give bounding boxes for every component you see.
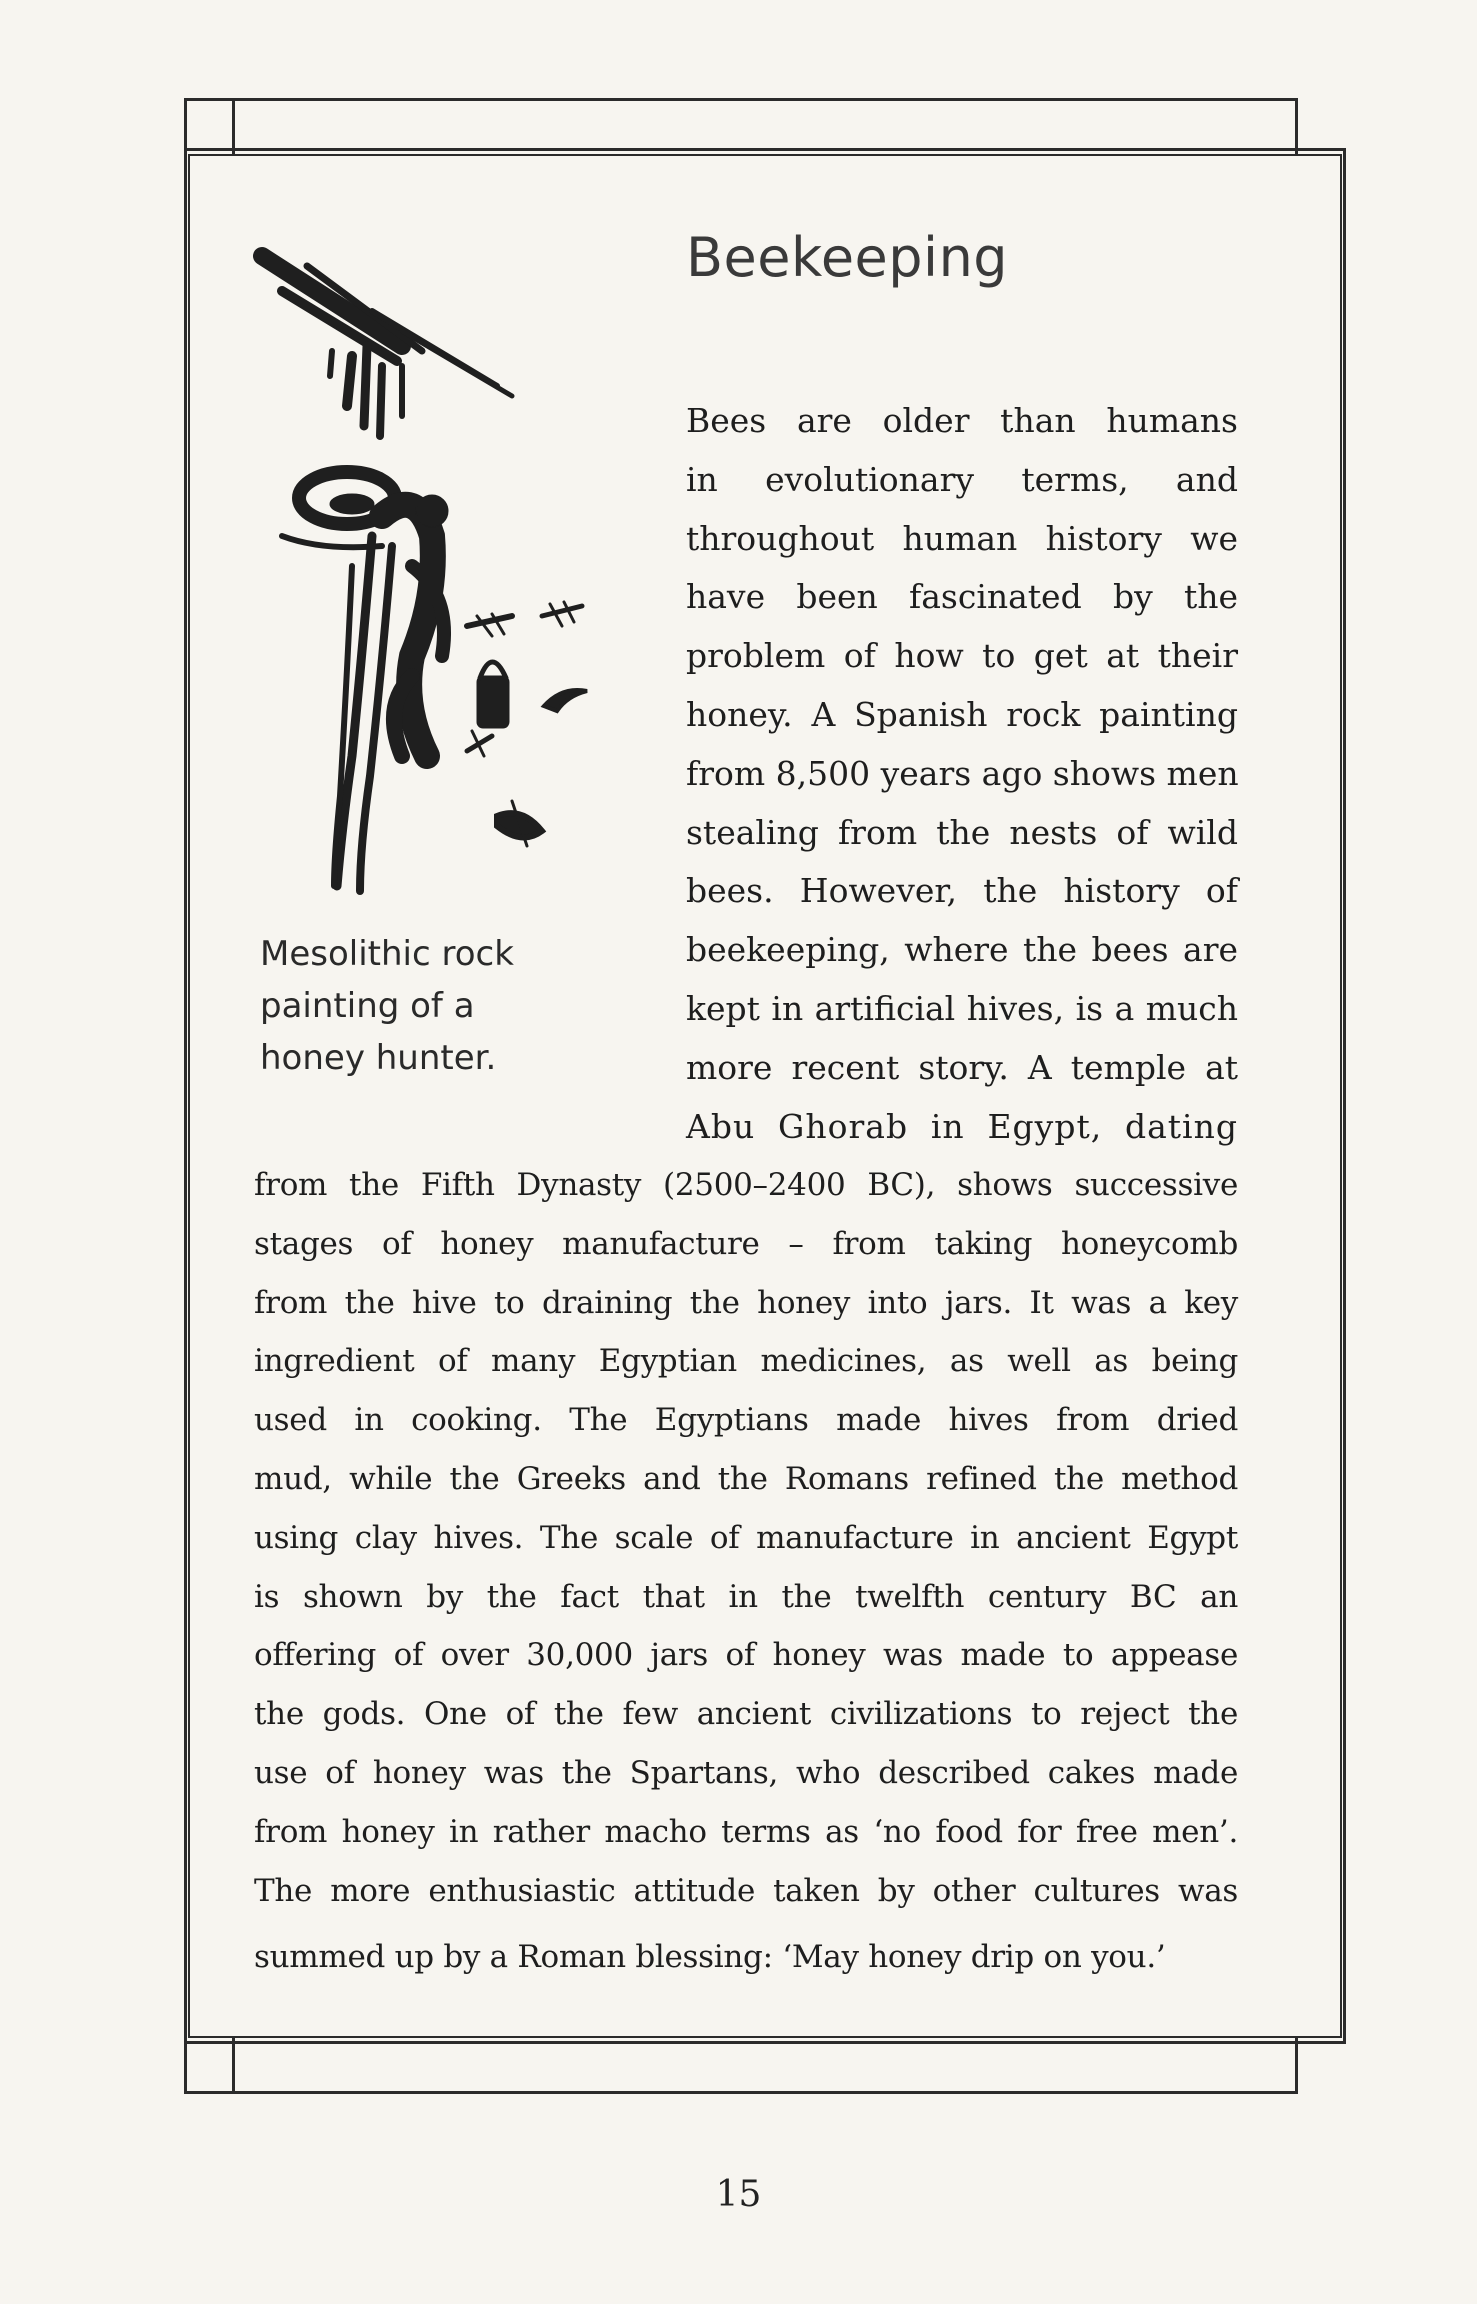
text-line: used in cooking. The Egyptians made hives from dried: [254, 1402, 1238, 1439]
frame-corner-bottom-left: [184, 2044, 232, 2094]
text-line: in evolutionary terms, and: [686, 459, 1238, 499]
frame-corner-top-right: [1250, 98, 1298, 148]
text-line: summed up by a Roman blessing: ‘May honey drip on you.’: [254, 1939, 1166, 1976]
text-line: stages of honey manufacture – from taking honeycomb: [254, 1225, 1238, 1262]
text-line: use of honey was the Spartans, who described cakes made: [254, 1754, 1238, 1791]
text-line: beekeeping, where the bees are: [686, 930, 1238, 970]
text-line: offering of over 30,000 jars of honey was made to appease: [254, 1637, 1238, 1674]
text-line: throughout human history we: [686, 518, 1238, 558]
figure-caption: [260, 928, 560, 1084]
text-line: stealing from the nests of wild: [686, 812, 1238, 852]
text-line: from the hive to draining the honey into jars. It was a key: [254, 1284, 1238, 1321]
text-line: have been fascinated by the: [686, 577, 1238, 617]
text-line: from the Fifth Dynasty (2500–2400 BC), shows successive: [254, 1167, 1238, 1203]
page-number: 15: [715, 2174, 762, 2215]
text-line: ingredient of many Egyptian medicines, as well as being: [254, 1343, 1238, 1380]
caption-line: painting of a: [260, 986, 475, 1026]
page-title: Beekeeping: [686, 226, 1009, 289]
text-line: mud, while the Greeks and the Romans refined the method: [254, 1460, 1238, 1497]
caption-line: honey hunter.: [260, 1038, 497, 1078]
text-line: the gods. One of the few ancient civilizations to reject the: [254, 1696, 1238, 1733]
frame-corner-top-left: [184, 98, 232, 148]
text-line: Bees are older than humans: [686, 401, 1238, 440]
text-line: is shown by the fact that in the twelfth century BC an: [254, 1578, 1238, 1615]
text-line: problem of how to get at their: [686, 636, 1238, 676]
text-line: bees. However, the history of: [686, 871, 1238, 911]
body-text-right-column: [686, 392, 1238, 1156]
frame-corner-bottom-right: [1250, 2044, 1298, 2094]
text-line: Abu Ghorab in Egypt, dating: [686, 1106, 1238, 1146]
text-line: kept in artificial hives, is a much: [686, 988, 1238, 1028]
text-line: honey. A Spanish rock painting: [686, 694, 1238, 734]
text-line: from honey in rather macho terms as ‘no food for free men’.: [254, 1813, 1238, 1850]
text-line: from 8,500 years ago shows men: [686, 753, 1239, 793]
text-line: The more enthusiastic attitude taken by other cultures was: [254, 1872, 1238, 1909]
caption-line: Mesolithic rock: [260, 934, 514, 974]
body-text-full-width: [254, 1156, 1238, 1987]
text-line: using clay hives. The scale of manufacture in ancient Egypt: [254, 1519, 1238, 1556]
rock-painting-honey-hunter-icon: [252, 236, 652, 916]
text-line: more recent story. A temple at: [686, 1047, 1238, 1087]
